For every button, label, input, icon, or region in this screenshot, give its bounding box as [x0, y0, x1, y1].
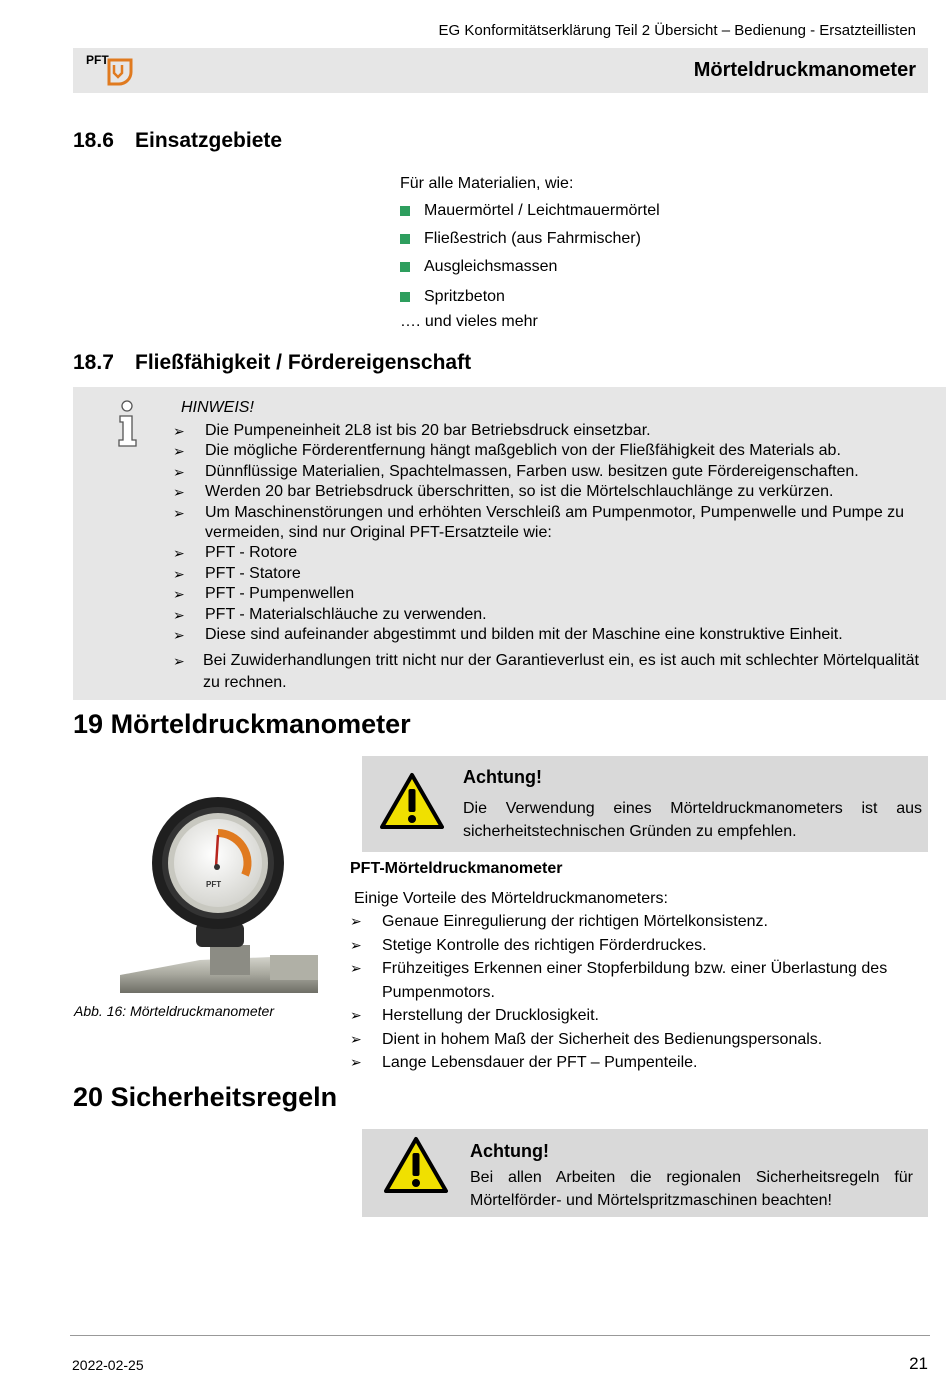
- section-20-heading: [73, 1082, 337, 1113]
- figure-caption: Abb. 16: Mörteldruckmanometer: [74, 1003, 274, 1019]
- warning-text: Bei allen Arbeiten die regionalen Sicherheitsregeln für Mörtelförder- und Mörtelspritzmaschinen beachten!: [470, 1169, 913, 1209]
- arrow-bullet-icon: ➢: [173, 443, 185, 460]
- list-item: Mauermörtel / Leichtmauermörtel: [400, 197, 660, 225]
- section-number: 19: [73, 709, 104, 739]
- list-item: ➢ Frühzeitiges Erkennen einer Stopferbildung bzw. einer Überlastung des Pumpenmotors.: [350, 957, 930, 1004]
- list-item: ➢ Die Pumpeneinheit 2L8 ist bis 20 bar Betriebsdruck einsetzbar.: [173, 421, 933, 441]
- list-item: ➢ Diese sind aufeinander abgestimmt und bilden mit der Maschine eine konstruktive Einheit.: [173, 625, 933, 645]
- section-title: Einsatzgebiete: [135, 129, 283, 152]
- arrow-bullet-icon: ➢: [173, 653, 185, 670]
- list-item: ➢ Stetige Kontrolle des richtigen Förderdruckes.: [350, 934, 930, 958]
- arrow-bullet-icon: ➢: [173, 423, 185, 439]
- arrow-bullet-icon: ➢: [350, 960, 362, 976]
- list-item: Fließestrich (aus Fahrmischer): [400, 225, 660, 253]
- arrow-bullet-icon: ➢: [173, 586, 185, 603]
- list-item: ➢ Bei Zuwiderhandlungen tritt nicht nur der Garantieverlust ein, es ist auch mit schlechter Mörtelqualität zu rechnen.: [173, 650, 933, 694]
- list-item: Spritzbeton: [400, 281, 660, 312]
- list-item: ➢ PFT - Statore: [173, 564, 933, 584]
- material-intro: Für alle Materialien, wie:: [400, 175, 574, 192]
- arrow-bullet-icon: ➢: [173, 463, 185, 480]
- warning-title: Achtung!: [463, 767, 542, 787]
- arrow-bullet-icon: ➢: [350, 913, 362, 929]
- list-item: ➢ PFT - Rotore: [173, 543, 933, 563]
- list-item: ➢ Genaue Einregulierung der richtigen Mörtelkonsistenz.: [350, 910, 930, 934]
- warning-triangle-icon: [384, 1136, 448, 1194]
- subheading: PFT-Mörteldruckmanometer: [350, 860, 563, 877]
- arrow-bullet-icon: ➢: [350, 1007, 362, 1023]
- square-bullet-icon: [400, 292, 410, 302]
- section-title: Mörteldruckmanometer: [110, 709, 411, 739]
- advantages-list: [350, 910, 930, 1075]
- list-item: ➢ Dünnflüssige Materialien, Spachtelmassen, Farben usw. besitzen gute Fördereigenschaften.: [173, 462, 933, 482]
- square-bullet-icon: [400, 206, 410, 216]
- arrow-bullet-icon: ➢: [173, 565, 185, 582]
- arrow-bullet-icon: ➢: [173, 627, 185, 644]
- list-item: ➢ PFT - Pumpenwellen: [173, 584, 933, 604]
- page-title: Mörteldruckmanometer: [693, 59, 916, 81]
- arrow-bullet-icon: ➢: [350, 1054, 362, 1070]
- section-number: 18.6: [73, 129, 114, 152]
- warning-triangle-icon: [380, 772, 444, 830]
- arrow-bullet-icon: ➢: [173, 545, 185, 562]
- list-item: ➢ Dient in hohem Maß der Sicherheit des Bedienungspersonals.: [350, 1028, 930, 1052]
- list-item: Ausgleichsmassen: [400, 253, 660, 281]
- hinweis-label: HINWEIS!: [181, 399, 254, 416]
- material-list: [400, 174, 660, 334]
- section-18-6-heading: [73, 129, 282, 153]
- page-number: 21: [909, 1354, 928, 1373]
- arrow-bullet-icon: ➢: [350, 936, 362, 953]
- list-item: ➢ Die mögliche Förderentfernung hängt maßgeblich von der Fließfähigkeit des Materials ab.: [173, 441, 933, 461]
- arrow-bullet-icon: ➢: [350, 1030, 362, 1047]
- material-outro: …. und vieles mehr: [400, 313, 538, 330]
- square-bullet-icon: [400, 234, 410, 244]
- warning-title: Achtung!: [470, 1141, 549, 1161]
- arrow-bullet-icon: ➢: [173, 606, 185, 623]
- list-item: ➢ Werden 20 bar Betriebsdruck überschritten, so ist die Mörtelschlauchlänge zu verkürzen.: [173, 482, 933, 502]
- section-number: 18.7: [73, 351, 114, 374]
- list-item: ➢ Herstellung der Drucklosigkeit.: [350, 1004, 930, 1028]
- footer-date: 2022-02-25: [72, 1357, 144, 1373]
- list-item: ➢ Lange Lebensdauer der PFT – Pumpenteile.: [350, 1051, 930, 1075]
- footer-divider: [70, 1335, 930, 1336]
- document-header-line: EG Konformitätserklärung Teil 2 Übersicht – Bedienung - Ersatzteillisten: [438, 22, 916, 39]
- section-number: 20: [73, 1082, 104, 1112]
- pft-logo: [85, 52, 135, 88]
- arrow-bullet-icon: ➢: [173, 484, 185, 501]
- arrow-bullet-icon: ➢: [173, 504, 185, 521]
- list-item: ➢ Um Maschinenstörungen und erhöhten Verschleiß am Pumpenmotor, Pumpenwelle und Pumpe zu vermeiden, sind nur Original PFT-Ersatzteile wie:: [173, 503, 933, 544]
- section-title: Fließfähigkeit / Fördereigenschaft: [135, 351, 472, 374]
- warning-text: Die Verwendung eines Mörteldruckmanometers ist aus sicherheitstechnischen Gründen zu empfehlen.: [463, 800, 922, 840]
- svg-text:PFT: PFT: [206, 880, 222, 889]
- svg-text:PFT: PFT: [86, 53, 109, 67]
- section-title: Sicherheitsregeln: [110, 1082, 338, 1112]
- hinweis-list: [173, 421, 933, 694]
- section-19-heading: [73, 709, 411, 740]
- list-item: ➢ PFT - Materialschläuche zu verwenden.: [173, 605, 933, 625]
- manometer-image: [120, 795, 318, 993]
- info-icon: [112, 400, 142, 448]
- square-bullet-icon: [400, 262, 410, 272]
- advantages-intro: Einige Vorteile des Mörteldruckmanometers:: [354, 890, 668, 907]
- section-18-7-heading: [73, 351, 471, 375]
